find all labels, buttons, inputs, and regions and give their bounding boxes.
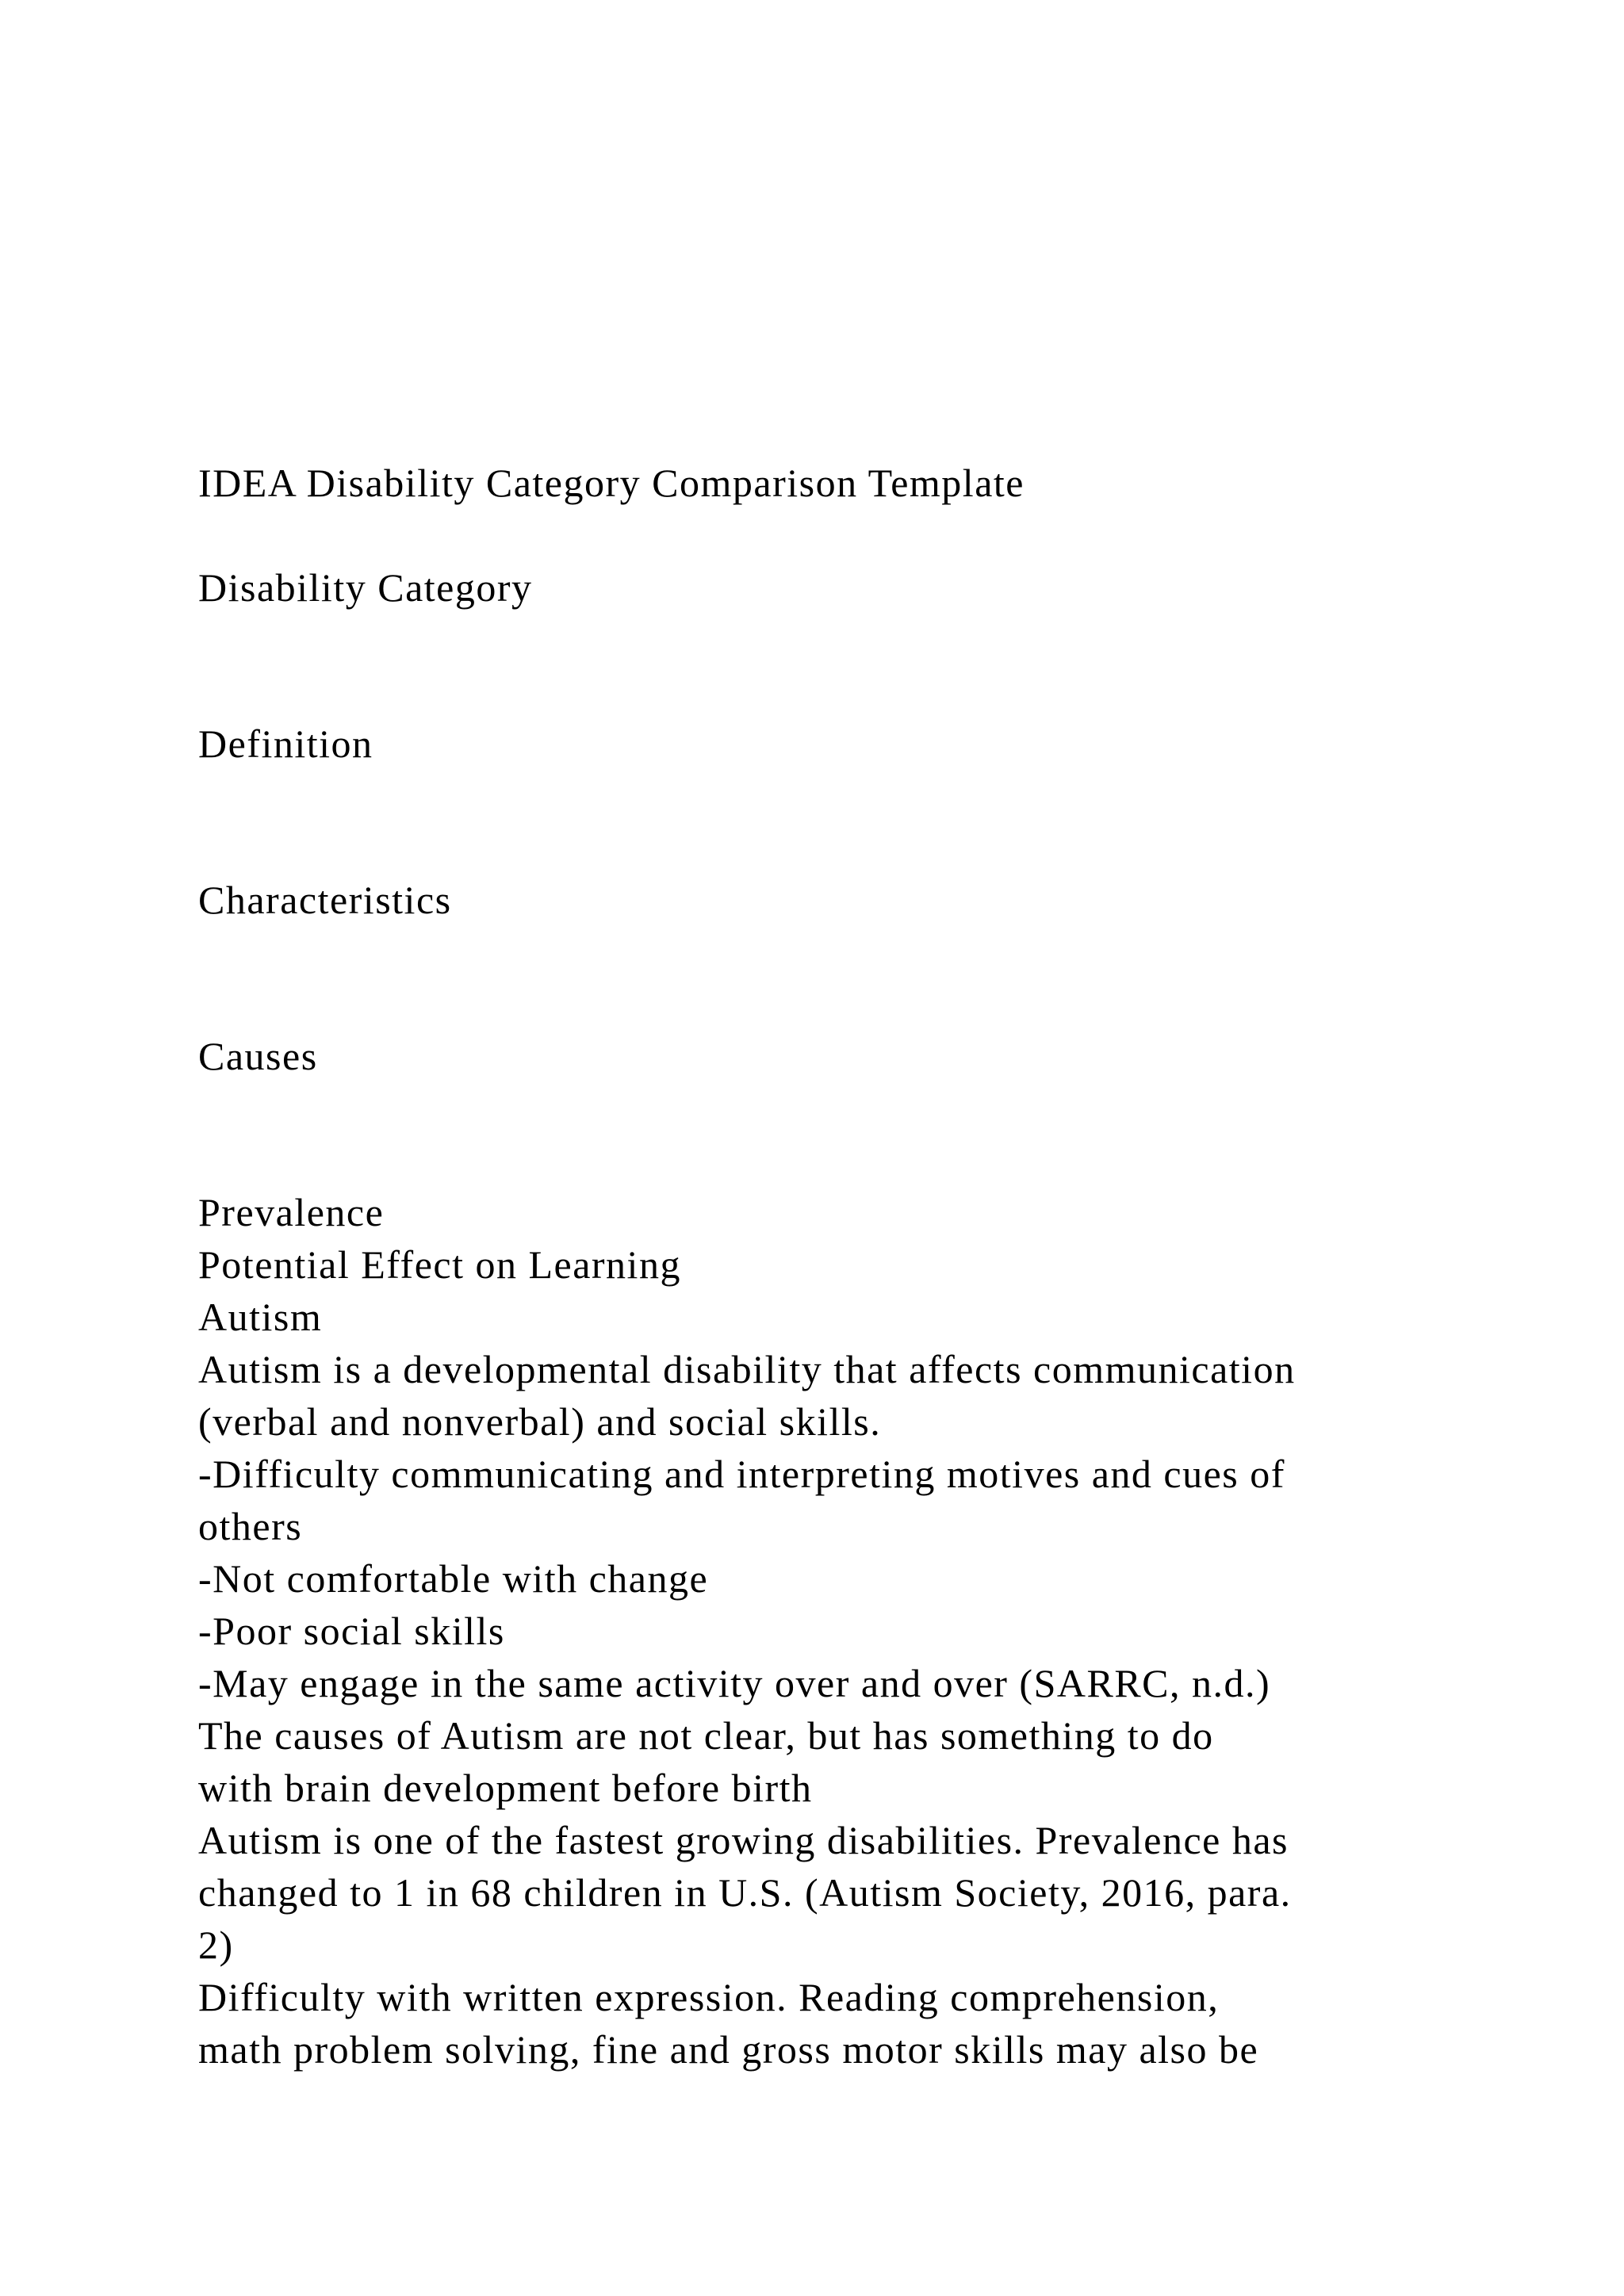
effect-line: math problem solving, fine and gross motor skills may also be [198,2027,1259,2072]
header-causes: Causes [198,1034,318,1078]
characteristics-line: -Poor social skills [198,1609,505,1653]
characteristics-line: -May engage in the same activity over and over (SARRC, n.d.) [198,1661,1271,1705]
effect-line: Difficulty with written expression. Reading comprehension, [198,1975,1220,2019]
causes-line: The causes of Autism are not clear, but has something to do [198,1713,1214,1758]
header-effect-on-learning: Potential Effect on Learning [198,1242,681,1287]
header-definition: Definition [198,721,373,766]
document-title: IDEA Disability Category Comparison Template [198,461,1025,505]
definition-line: (verbal and nonverbal) and social skills. [198,1399,882,1444]
characteristics-line: others [198,1504,303,1548]
header-prevalence: Prevalence [198,1190,385,1234]
prevalence-line: changed to 1 in 68 children in U.S. (Autism Society, 2016, para. [198,1870,1292,1915]
characteristics-line: -Not comfortable with change [198,1556,709,1601]
prevalence-line: 2) [198,1923,234,1967]
causes-line: with brain development before birth [198,1766,813,1810]
row-category: Autism [198,1295,323,1339]
definition-line: Autism is a developmental disability that affects communication [198,1347,1296,1391]
prevalence-line: Autism is one of the fastest growing disabilities. Prevalence has [198,1818,1289,1862]
characteristics-line: -Difficulty communicating and interpreting motives and cues of [198,1452,1285,1496]
header-disability-category: Disability Category [198,565,533,610]
header-characteristics: Characteristics [198,878,452,922]
